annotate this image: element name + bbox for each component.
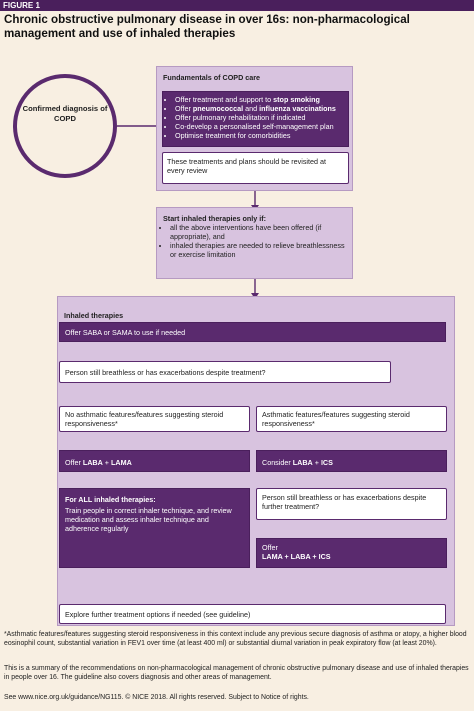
fundamentals-heading: Fundamentals of COPD care xyxy=(163,73,261,82)
start-heading: Start inhaled therapies only if: xyxy=(163,214,267,223)
list-item: • Offer pneumococcal and influenza vaccinations xyxy=(175,104,344,113)
footnote-asthmatic: *Asthmatic features/features suggesting steroid responsiveness in this context include any previous secure diagnosis of asthma or atopy, a higher blood eosinophil count, substantial variation in FEV1 over time (at least 400 ml) or substantial diurnal variation in peak expiratory flow (at least 20%). xyxy=(4,631,467,647)
breathless-question: Person still breathless or has exacerbations despite treatment? xyxy=(59,361,391,383)
diagnosis-circle xyxy=(13,74,117,178)
offer-triple-box: Offer LAMA + LABA + ICS xyxy=(256,538,447,568)
saba-box: Offer SABA or SAMA to use if needed xyxy=(59,322,446,342)
fundamentals-box xyxy=(156,66,353,191)
diagnosis-text: Confirmed diagnosis of COPD xyxy=(22,104,108,123)
all-inhaled-therapies-box xyxy=(59,488,250,568)
all-text: Train people in correct inhaler technique, and review medication and assess inhaler technique and adherence regularly xyxy=(65,506,232,533)
list-item: • Offer pulmonary rehabilitation if indicated xyxy=(175,113,344,122)
asthmatic-box: Asthmatic features/features suggesting steroid responsiveness* xyxy=(256,406,447,432)
breathless-question-2: Person still breathless or has exacerbations despite further treatment? xyxy=(256,488,447,520)
list-item: • Optimise treatment for comorbidities xyxy=(175,131,344,140)
page-title: Chronic obstructive pulmonary disease in over 16s: non-pharmacological management and use of inhaled therapies xyxy=(4,13,410,40)
start-inhaled-box xyxy=(156,207,353,279)
all-heading: For ALL inhaled therapies: xyxy=(65,495,156,504)
footnote-summary: This is a summary of the recommendations on non-pharmacological management of chronic obstructive pulmonary disease and use of inhaled therapies in people over 16. The guideline also covers diagnosis and other areas of management. xyxy=(4,665,469,681)
consider-laba-ics-box: Consider LABA + ICS xyxy=(256,450,447,472)
fundamentals-list xyxy=(162,91,349,147)
explore-options-box: Explore further treatment options if needed (see guideline) xyxy=(59,604,446,624)
list-item: • all the above interventions have been offered (if appropriate), and xyxy=(170,223,346,241)
review-note: These treatments and plans should be revisited at every review xyxy=(162,152,349,184)
no-asthmatic-box: No asthmatic features/features suggesting steroid responsiveness* xyxy=(59,406,250,432)
offer-laba-lama-box: Offer LABA + LAMA xyxy=(59,450,250,472)
inhaled-heading: Inhaled therapies xyxy=(64,311,124,320)
figure-label: FIGURE 1 xyxy=(3,1,40,10)
footnote-source: See www.nice.org.uk/guidance/NG115. © NICE 2018. All rights reserved. Subject to Notice of rights. xyxy=(4,694,309,701)
list-item: • Offer treatment and support to stop smoking xyxy=(175,95,344,104)
list-item: • inhaled therapies are needed to relieve breathlessness or exercise limitation xyxy=(170,241,346,259)
list-item: • Co-develop a personalised self-management plan xyxy=(175,122,344,131)
